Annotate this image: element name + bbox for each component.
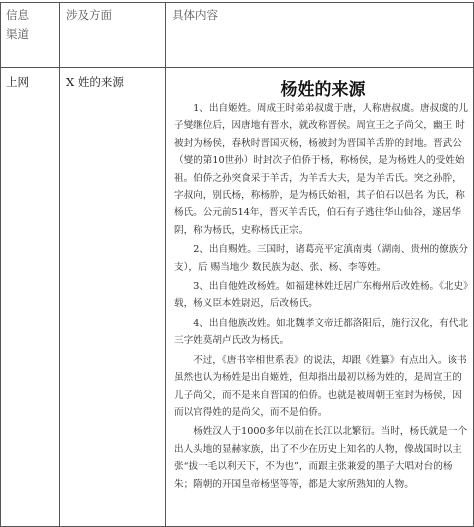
header-channel: 信息渠道 [6,8,29,41]
paragraph: 2、出自赐姓。三国时，诸葛亮平定滇南夷（湖南、贵州的僚族分支），后 赐当地少 数民族为赵、张、杨、李等姓。 [174,244,468,273]
row-channel: 上网 [6,75,29,89]
header-aspect: 涉及方面 [66,8,112,22]
paragraph: 杨姓汉人于1000多年以前在长江以北繁衍。当时，杨氏就是一个出人头地的显赫家族，出了不少在历史上知名的人物，像战国时以主张“拔一毛以利天下，不为也”，而跟主张兼爱的墨子大唱对台的杨朱；隋朝的开国皇帝杨坚等等，都是大家所熟知的人物。 [174,426,468,490]
column-divider-2 [165,2,166,527]
paragraph: 3、出自他姓改杨姓。如福建林姓迁居广东梅州后改姓杨。《北史》载，杨义臣本姓尉迟，后改杨氏。 [174,281,468,310]
table-top-border [0,2,474,3]
article-body [174,100,470,493]
row-aspect: X 姓的来源 [66,75,124,89]
table-left-border [0,2,1,527]
paragraph: 1、出自姬姓。周成王时弟弟叔虞于唐，人称唐叔虞。唐叔虞的儿子燮继位后，因唐地有晋水，就改称晋侯。周宣王之子尚父，幽王 时被封为杨侯，春秋时晋国灭杨，杨被封为晋国羊舌肸的封地。晋武公 （燮的第10世孙）时封次子伯侨于杨，称杨侯，是为杨姓人的受姓始 祖。伯侨之孙突食采于羊舌，为羊舌大夫，是为羊舌氏。突之孙肸，字叔向，别氏杨，称杨肸，是为杨氏始祖，其子伯石以邑名 为氏，称杨氏。公元前514年，晋灭羊舌氏，伯石有子逃往华山仙谷，遂居华阴，称为杨氏，史称杨氏正宗。 [174,103,468,236]
header-row-border [0,67,474,68]
column-divider-1 [59,2,60,527]
paragraph: 4、出自他族改姓。如北魏孝文帝迁都洛阳后，施行汉化，有代北三字姓莫胡卢氏改为杨氏。 [174,317,468,347]
header-content: 具体内容 [172,8,218,22]
article-title: 杨姓的来源 [280,80,366,100]
paragraph: 不过，《唐书宰相世系表》的说法，却跟《姓纂》有点出入。该书虽然也认为杨姓是出自姬姓，但却指出最初以杨为姓的，是周宣王的儿子尚父，而不是来自晋国的伯侨。也就是被周朝王室封为杨侯，因而以官得姓的是尚父，而不是伯侨。 [174,354,467,418]
